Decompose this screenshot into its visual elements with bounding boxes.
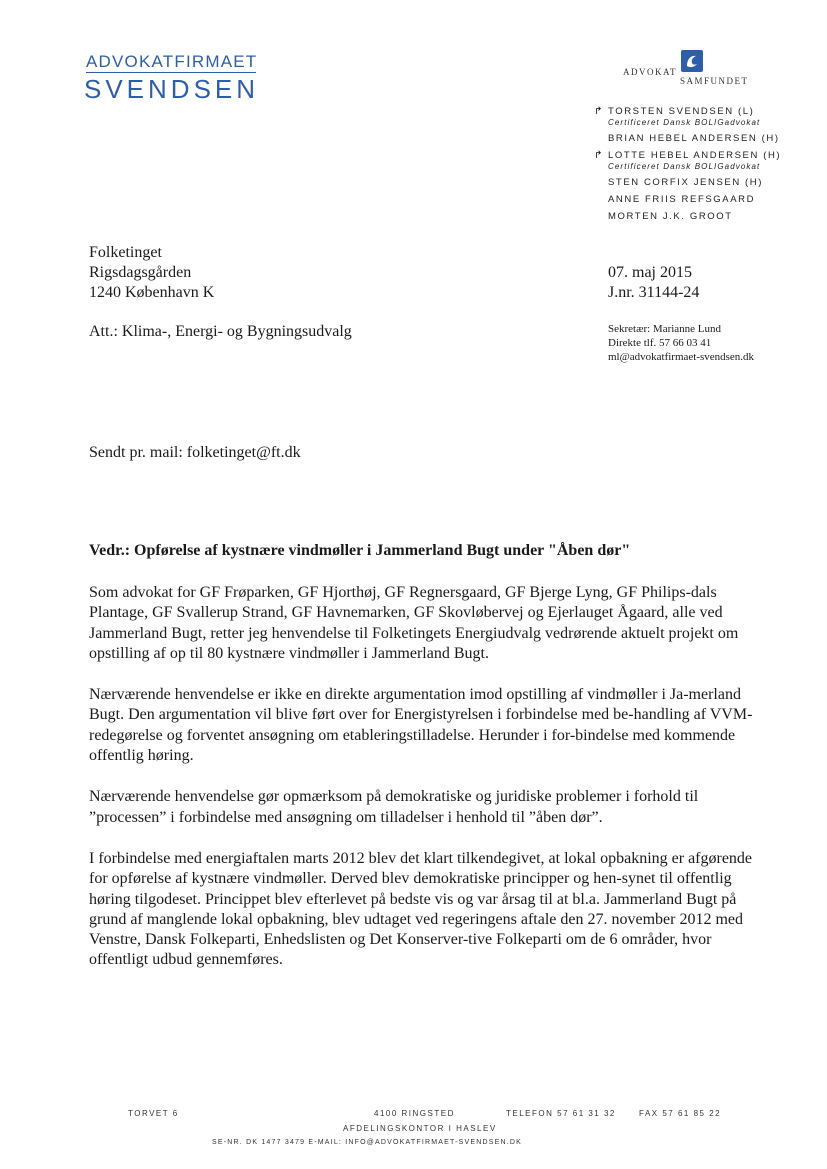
footer-address: TORVET 6: [128, 1109, 179, 1118]
recipient-street: Rigsdagsgården: [89, 264, 192, 281]
footer-phone: TELEFON 57 61 31 32: [506, 1109, 616, 1118]
partner-certification: Certificeret Dansk BOLIGadvokat: [608, 162, 761, 171]
recipient-name: Folketinget: [89, 244, 162, 261]
partner-list: [594, 106, 794, 228]
firm-name-rule: [86, 72, 256, 73]
sent-by-mail-line: Sendt pr. mail: folketinget@ft.dk: [89, 444, 301, 461]
partner-name: TORSTEN SVENDSEN (L): [608, 106, 755, 117]
partner-item: [594, 133, 794, 145]
secretary-contact: [608, 322, 754, 364]
society-emblem-icon: [681, 50, 703, 72]
certified-mark-icon: ↱: [594, 150, 604, 161]
footer-fax: FAX 57 61 85 22: [639, 1109, 722, 1118]
body-paragraph: Nærværende henvendelse gør opmærksom på demokratiske og juridiske problemer i forhold til ”processen” i forbindelse med ansøgning om tilladelser i henhold til ”åben dør”.: [89, 788, 699, 826]
footer-city: 4100 RINGSTED: [374, 1109, 455, 1118]
secretary-email: ml@advokatfirmaet-svendsen.dk: [608, 351, 755, 363]
secretary-name: Sekretær: Marianne Lund: [608, 323, 722, 335]
partner-item: [594, 177, 794, 189]
society-label-left: ADVOKAT: [623, 67, 677, 77]
partner-name: STEN CORFIX JENSEN (H): [608, 177, 764, 188]
body-paragraph: Som advokat for GF Frøparken, GF Hjorthøj, GF Regnersgaard, GF Bjerge Lyng, GF Philips-dals Plantage, GF Svallerup Strand, GF Havnemarken, GF Skovløbervej og Ejerlauget Ågaard, alle ved Jammerland Bugt, retter jeg henvendelse til Folketingets Energiudvalg vedrørende aktuelt projekt om opstilling af op til 80 kystnære vindmøller i Jammerland Bugt.: [89, 584, 739, 662]
certified-mark-icon: ↱: [594, 106, 604, 117]
letter-body: [89, 583, 757, 992]
recipient-address: [89, 243, 214, 303]
secretary-phone: Direkte tlf. 57 66 03 41: [608, 337, 712, 349]
body-paragraph: Nærværende henvendelse er ikke en direkte argumentation imod opstilling af vindmøller i Ja-merland Bugt. Den argumentation vil blive ført over for Energistyrelsen i forbindelse med be-handling af VVM-redegørelse og forventet ansøgning om etableringstilladelse. Herunder i for-bindelse med kommende offentlig høring.: [89, 686, 753, 765]
society-label-right: SAMFUNDET: [680, 76, 749, 86]
partner-item: [594, 150, 794, 172]
firm-name-line2: SVENDSEN: [84, 74, 260, 104]
partner-name: ANNE FRIIS REFSGAARD: [608, 194, 756, 205]
footer-branch: AFDELINGSKONTOR I HASLEV: [343, 1124, 497, 1133]
partner-item: [594, 211, 794, 223]
footer-registry: SE-NR. DK 1477 3479 E-MAIL: INFO@ADVOKATFIRMAET-SVENDSEN.DK: [212, 1139, 523, 1146]
firm-name-line1: ADVOKATFIRMAET: [86, 52, 258, 71]
advokatsamfundet-logo: [623, 50, 763, 90]
partner-item: [594, 194, 794, 206]
partner-name: BRIAN HEBEL ANDERSEN (H): [608, 133, 780, 144]
recipient-city: 1240 København K: [89, 284, 215, 301]
attention-line: Att.: Klima-, Energi- og Bygningsudvalg: [89, 323, 352, 340]
partner-item: [594, 106, 794, 128]
partner-name: MORTEN J.K. GROOT: [608, 211, 733, 222]
body-paragraph: I forbindelse med energiaftalen marts 2012 blev det klart tilkendegivet, at lokal opbakning er afgørende for opførelse af kystnære vindmøller. Derved blev demokratiske principper og hen-synet til offentlig høring tilgodeset. Princippet blev efterlevet på bedste vis og var årsag til at bl.a. Jammerland Bugt på grund af manglende lokal opbakning, blev udtaget ved regeringens aftale den 27. november 2012 med Venstre, Dansk Folkeparti, Enhedslisten og Det Konserver-tive Folkeparti om de 6 områder, hvor offentligt udbud gennemføres.: [89, 849, 753, 969]
partner-certification: Certificeret Dansk BOLIGadvokat: [608, 118, 761, 127]
journal-number: J.nr. 31144-24: [608, 284, 700, 301]
letter-date: 07. maj 2015: [608, 264, 692, 281]
partner-name: LOTTE HEBEL ANDERSEN (H): [608, 150, 782, 161]
letter-subject: Vedr.: Opførelse af kystnære vindmøller i Jammerland Bugt under "Åben dør": [89, 542, 631, 559]
